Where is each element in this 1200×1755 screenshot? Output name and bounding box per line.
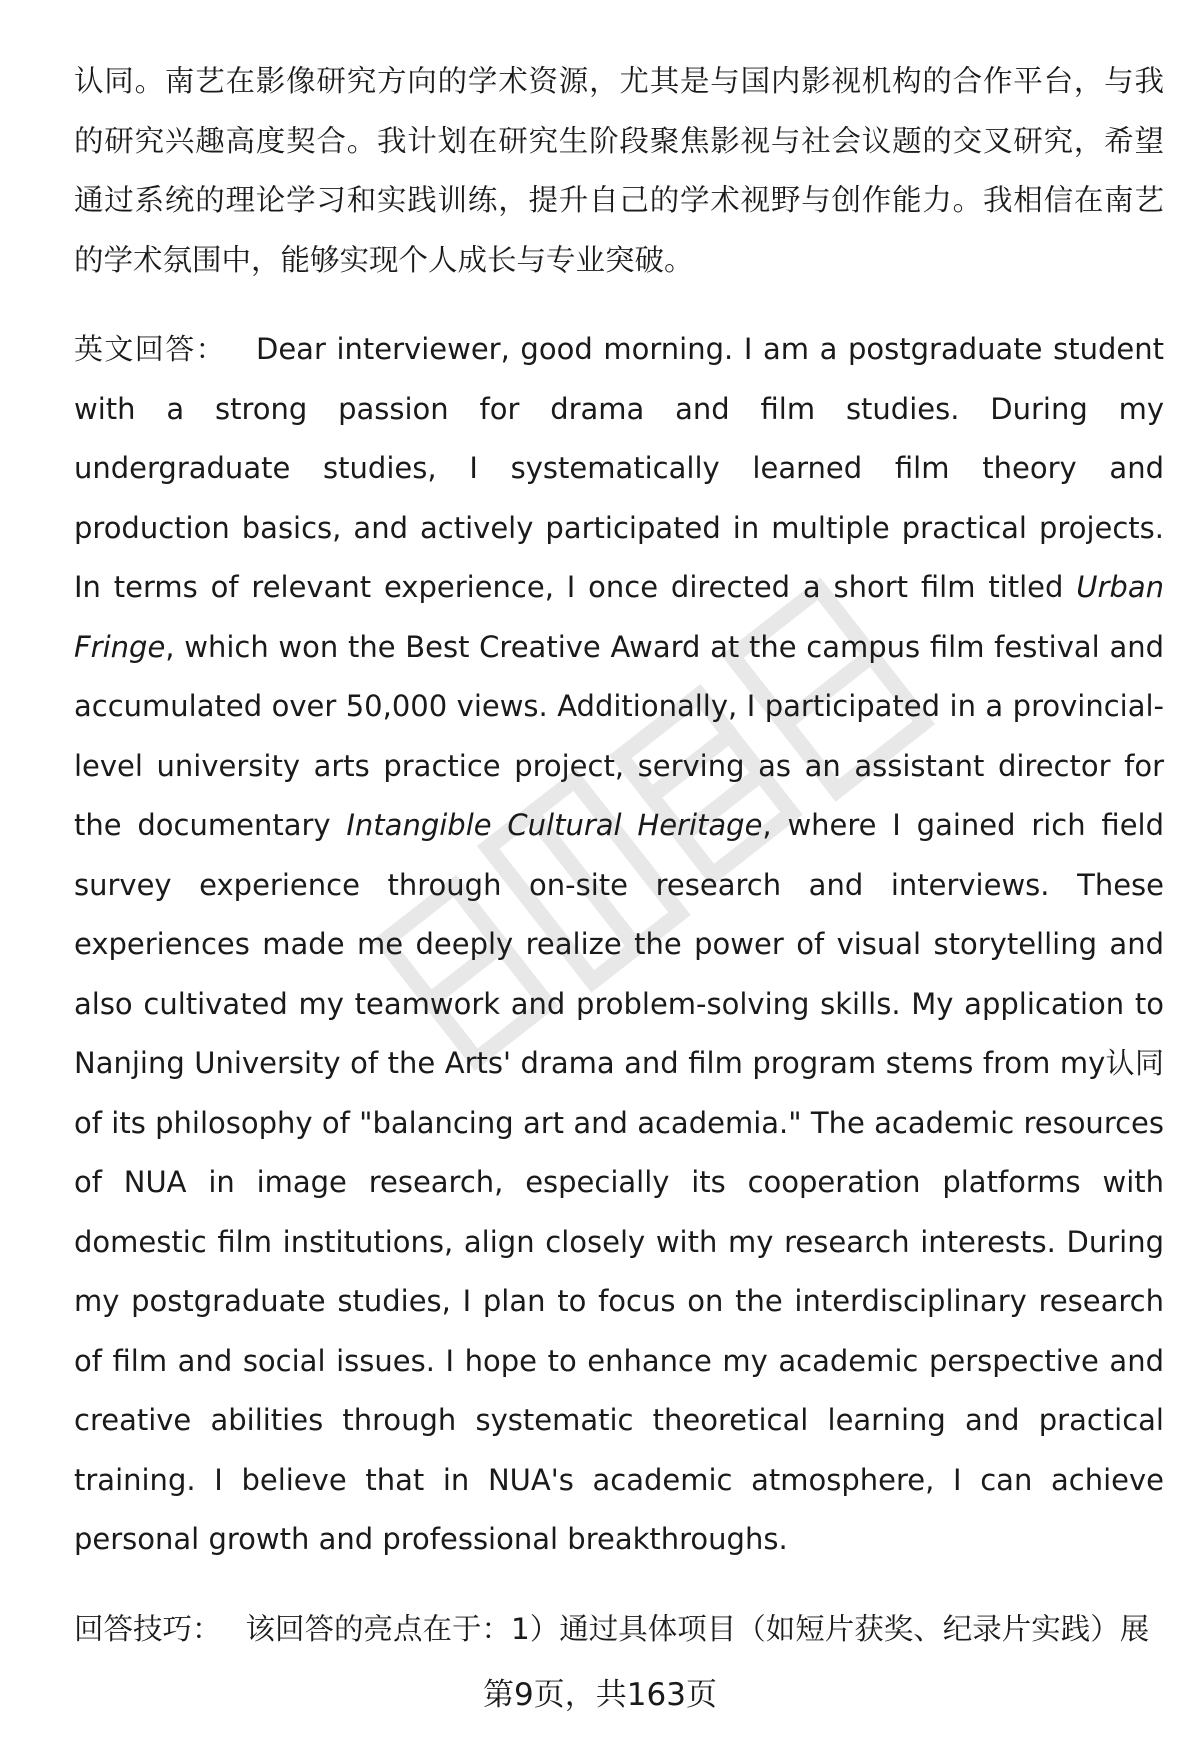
- film-title-urban-fringe: Urban Fringe: [74, 570, 1164, 664]
- english-answer-text-3: , where I gained rich field survey experience through on-site research and interviews. These experiences made me deeply realize the power of visual storytelling and also cultivated my teamwork and problem-solving skills. My application to Nanjing University of the Arts' drama and film program stems from my认同 of its philosophy of "balancing art and academia." The academic resources of NUA in image research, especially its cooperation platforms with domestic film institutions, align closely with my research interests. During my postgraduate studies, I plan to focus on the interdisciplinary research of film and social issues. I hope to enhance my academic perspective and creative abilities through systematic theoretical learning and practical training. I believe that in NUA's academic atmosphere, I can achieve personal growth and professional breakthroughs.: [74, 808, 1165, 1556]
- chinese-answer-continuation: 认同。南艺在影像研究方向的学术资源，尤其是与国内影视机构的合作平台，与我的研究兴趣高度契合。我计划在研究生阶段聚焦影视与社会议题的交叉研究，希望通过系统的理论学习和实践训练，提升自己的学术视野与创作能力。我相信在南艺的学术氛围中，能够实现个人成长与专业突破。: [74, 64, 1164, 277]
- page-number-footer: 第9页，共163页: [483, 1677, 717, 1713]
- answer-tips-label: 回答技巧：: [74, 1611, 222, 1646]
- english-answer-paragraph: [74, 320, 1164, 1570]
- answer-tips-paragraph: [74, 1600, 1164, 1660]
- english-answer-text-1: Dear interviewer, good morning. I am a postgraduate student with a strong passion for drama and film studies. During my undergraduate studies, I systematically learned film theory and production basics, and actively participated in multiple practical projects. In terms of relevant experience, I once directed a short film titled: [74, 332, 1164, 604]
- english-answer-label: 英文回答：: [74, 332, 226, 366]
- documentary-title: Intangible Cultural Heritage: [346, 808, 763, 842]
- english-answer-text-2: , which won the Best Creative Award at the campus film festival and accumulated over 50,000 views. Additionally, I participated in a provincial-level university arts practice project, serving as an assistant director for the documentary: [74, 629, 1164, 842]
- document-body: [74, 52, 1164, 1659]
- answer-tips-text: 该回答的亮点在于：1）通过具体项目（如短片获奖、纪录片实践）展: [245, 1611, 1150, 1646]
